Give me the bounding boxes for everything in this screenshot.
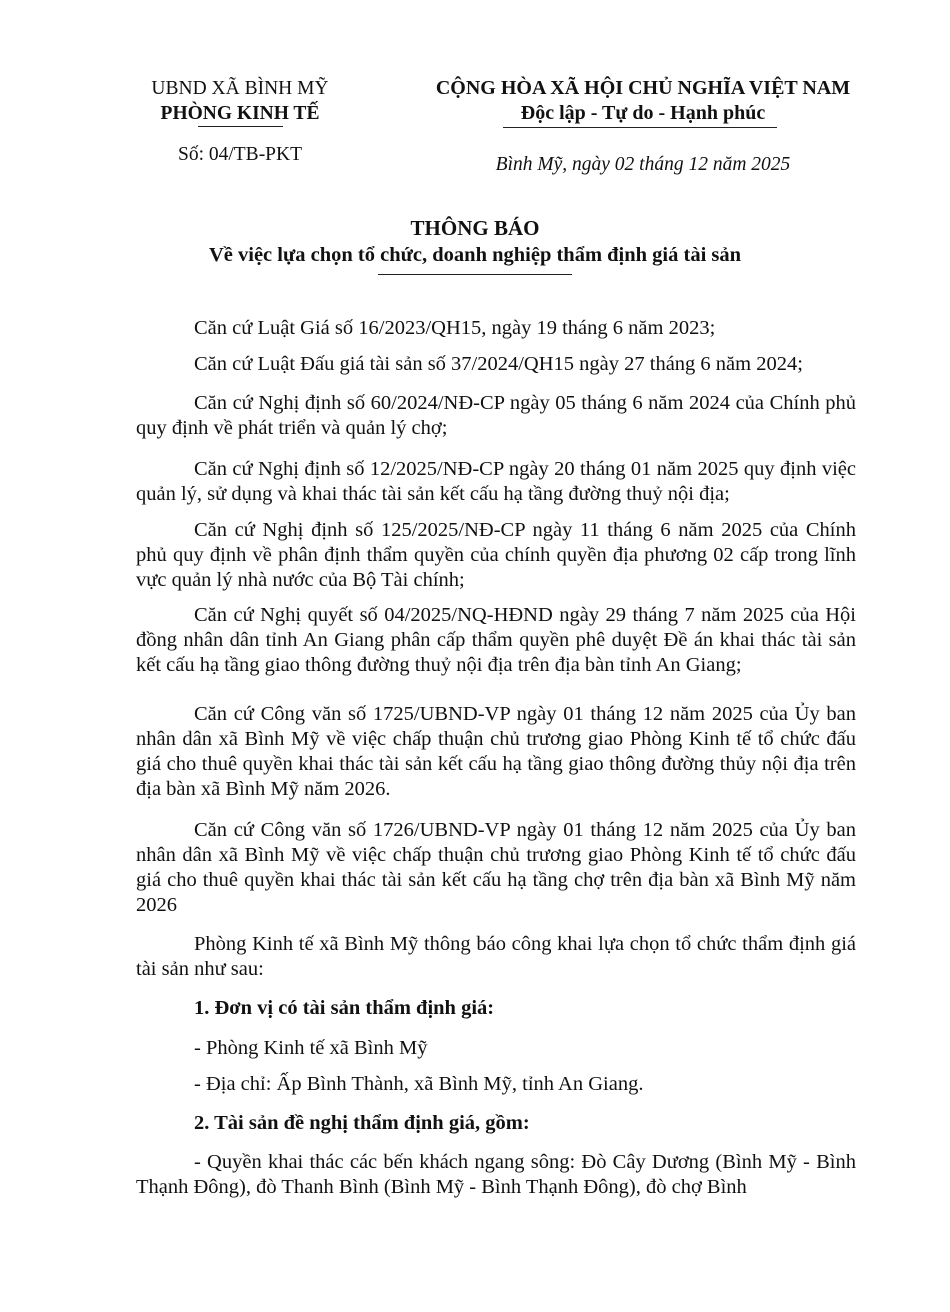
section-2-asset-1: - Quyền khai thác các bến khách ngang sông: Đò Cây Dương (Bình Mỹ - Bình Thạnh Đông), đò Thanh Bình (Bình Mỹ - Bình Thạnh Đông), đò chợ Bình xyxy=(136,1151,856,1198)
nation-name: CỘNG HÒA XÃ HỘI CHỦ NGHĨA VIỆT NAM xyxy=(435,77,851,99)
document-subject: Về việc lựa chọn tổ chức, doanh nghiệp thẩm định giá tài sản xyxy=(208,244,742,266)
document-number: Số: 04/TB-PKT xyxy=(177,144,303,165)
legal-basis-3: Căn cứ Nghị định số 60/2024/NĐ-CP ngày 05 tháng 6 năm 2024 của Chính phủ quy định về phát triển và quản lý chợ; xyxy=(136,392,856,439)
section-1-heading: 1. Đơn vị có tài sản thẩm định giá: xyxy=(194,997,495,1019)
parent-agency: UBND XÃ BÌNH MỸ xyxy=(151,78,329,99)
legal-basis-8: Căn cứ Công văn số 1726/UBND-VP ngày 01 tháng 12 năm 2025 của Ủy ban nhân dân xã Bình Mỹ về việc chấp thuận chủ trương giao Phòng Kinh tế tổ chức đấu giá cho thuê quyền khai thác tài sản kết cấu hạ tầng chợ trên địa bàn xã Bình Mỹ năm 2026 xyxy=(136,819,856,916)
legal-basis-4: Căn cứ Nghị định số 12/2025/NĐ-CP ngày 20 tháng 01 năm 2025 quy định việc quản lý, sử dụng và khai thác tài sản kết cấu hạ tầng đường thuỷ nội địa; xyxy=(136,458,856,505)
agency-underline xyxy=(198,126,283,127)
national-title-block xyxy=(408,76,878,126)
legal-basis-5: Căn cứ Nghị định số 125/2025/NĐ-CP ngày 11 tháng 6 năm 2025 của Chính phủ quy định về phân định thẩm quyền của chính quyền địa phương 02 cấp trong lĩnh vực quản lý nhà nước của Bộ Tài chính; xyxy=(136,519,856,591)
legal-basis-7: Căn cứ Công văn số 1725/UBND-VP ngày 01 tháng 12 năm 2025 của Ủy ban nhân dân xã Bình Mỹ về việc chấp thuận chủ trương giao Phòng Kinh tế tổ chức đấu giá cho thuê quyền khai thác tài sản kết cấu hạ tầng giao thông đường thủy nội địa trên địa bàn xã Bình Mỹ năm 2026. xyxy=(136,703,856,800)
document-title: THÔNG BÁO xyxy=(410,216,540,240)
legal-basis-6: Căn cứ Nghị quyết số 04/2025/NQ-HĐND ngày 29 tháng 7 năm 2025 của Hội đồng nhân dân tỉnh An Giang phân cấp thẩm quyền phê duyệt Đề án khai thác tài sản kết cấu hạ tầng giao thông đường thuỷ nội địa trên địa bàn tỉnh An Giang; xyxy=(136,604,856,676)
announcement-intro: Phòng Kinh tế xã Bình Mỹ thông báo công khai lựa chọn tổ chức thẩm định giá tài sản như sau: xyxy=(136,933,856,980)
section-1-address: - Địa chỉ: Ấp Bình Thành, xã Bình Mỹ, tỉnh An Giang. xyxy=(194,1073,644,1095)
title-underline xyxy=(378,274,572,275)
section-2-heading: 2. Tài sản đề nghị thẩm định giá, gồm: xyxy=(194,1112,530,1134)
legal-basis-2: Căn cứ Luật Đấu giá tài sản số 37/2024/QH15 ngày 27 tháng 6 năm 2024; xyxy=(194,353,803,375)
agency-name: PHÒNG KINH TẾ xyxy=(160,103,320,124)
national-motto: Độc lập - Tự do - Hạnh phúc xyxy=(520,102,766,124)
section-1-unit: - Phòng Kinh tế xã Bình Mỹ xyxy=(194,1037,428,1059)
motto-underline xyxy=(503,127,777,128)
legal-basis-1: Căn cứ Luật Giá số 16/2023/QH15, ngày 19 tháng 6 năm 2023; xyxy=(194,317,716,339)
place-and-date: Bình Mỹ, ngày 02 tháng 12 năm 2025 xyxy=(495,154,791,175)
issuing-agency-block xyxy=(95,76,385,126)
